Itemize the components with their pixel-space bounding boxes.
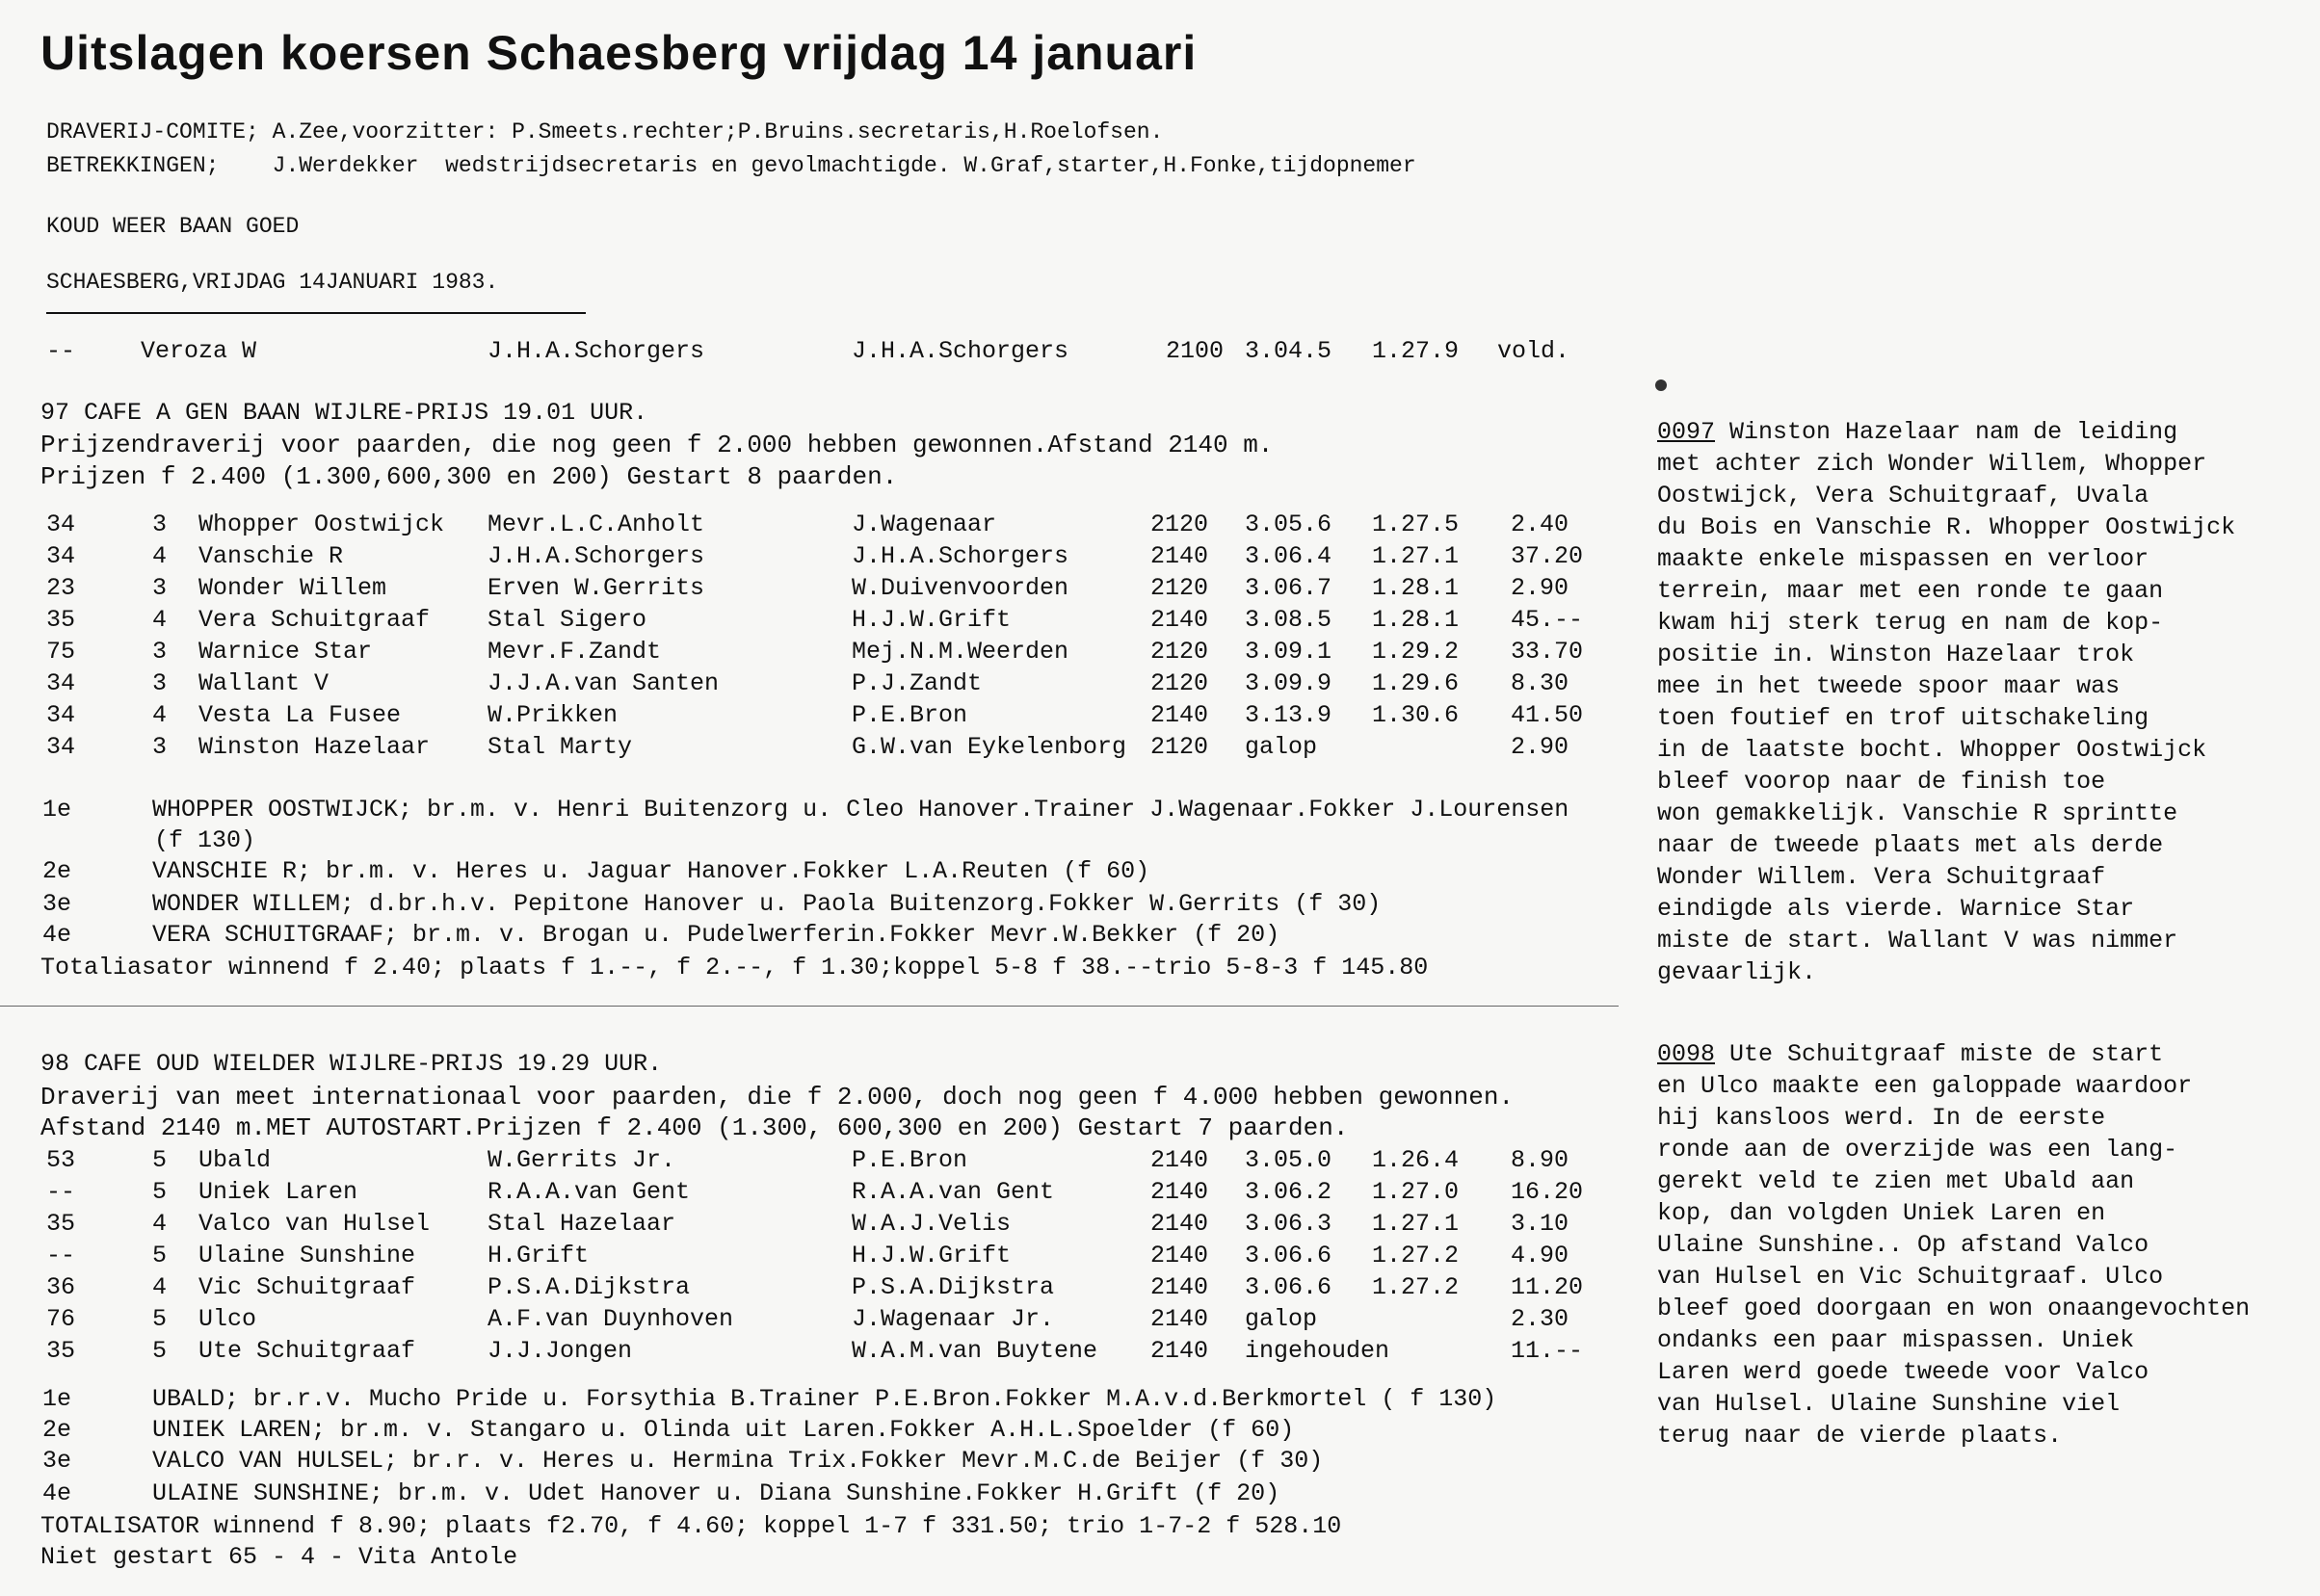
note-line: kwam hij sterk terug en nam de kop- [1657, 609, 2164, 637]
col-km: 1.27.2 [1372, 1273, 1460, 1301]
place-description: UBALD; br.r.v. Mucho Pride u. Forsythia B.Trainer P.E.Bron.Fokker M.A.v.d.Berkmortel ( f 130) [152, 1385, 1497, 1413]
col-driver: J.Wagenaar [852, 510, 997, 538]
col-age: 3 [152, 638, 168, 666]
place-row [0, 921, 1619, 953]
col-num: 34 [46, 733, 76, 761]
col-horse: Winston Hazelaar [198, 733, 431, 761]
note-line: du Bois en Vanschie R. Whopper Oostwijck [1657, 513, 2236, 541]
col-time: ingehouden [1245, 1337, 1390, 1365]
note-line: gevaarlijk. [1657, 958, 1817, 986]
col-time: 3.06.2 [1245, 1178, 1332, 1206]
race98-desc2: Afstand 2140 m.MET AUTOSTART.Prijzen f 2.400 (1.300, 600,300 en 200) Gestart 7 paarden. [40, 1113, 1349, 1142]
table-row [0, 669, 1619, 701]
col-horse: Ute Schuitgraaf [198, 1337, 416, 1365]
col-dist: 2120 [1150, 733, 1209, 761]
col-owner: Stal Marty [488, 733, 633, 761]
note-line: ondanks een paar mispassen. Uniek [1657, 1326, 2135, 1354]
col-driver: P.E.Bron [852, 701, 968, 729]
col-dist: 2140 [1150, 1242, 1209, 1269]
col-horse: Veroza W [141, 337, 257, 365]
col-dist: 2120 [1150, 638, 1209, 666]
note-line: maakte enkele mispassen en verloor [1657, 545, 2149, 573]
col-km: 1.28.1 [1372, 606, 1460, 634]
col-odds: 4.90 [1511, 1242, 1569, 1269]
col-driver: H.J.W.Grift [852, 606, 1012, 634]
col-time: 3.06.3 [1245, 1210, 1332, 1238]
col-horse: Valco van Hulsel [198, 1210, 431, 1238]
col-age: 4 [152, 1210, 168, 1238]
col-horse: Vesta La Fusee [198, 701, 402, 729]
place-description: VERA SCHUITGRAAF; br.m. v. Brogan u. Pudelwerferin.Fokker Mevr.W.Bekker (f 20) [152, 921, 1280, 949]
col-time: galop [1245, 733, 1318, 761]
col-km: 1.26.4 [1372, 1146, 1460, 1174]
col-dist: 2140 [1150, 1273, 1209, 1301]
col-num: 53 [46, 1146, 76, 1174]
col-time: galop [1245, 1305, 1318, 1333]
col-driver: J.H.A.Schorgers [852, 542, 1069, 570]
table-row [0, 1210, 1619, 1242]
col-odds: 2.40 [1511, 510, 1569, 538]
note-line: positie in. Winston Hazelaar trok [1657, 641, 2135, 668]
col-driver: W.A.M.van Buytene [852, 1337, 1098, 1365]
note-line: mee in het tweede spoor maar was [1657, 672, 2121, 700]
col-num: 35 [46, 1210, 76, 1238]
col-age: 5 [152, 1178, 168, 1206]
note-line: van Hulsel en Vic Schuitgraaf. Ulco [1657, 1263, 2164, 1291]
col-age: 5 [152, 1305, 168, 1333]
col-horse: Ubald [198, 1146, 272, 1174]
place-position: 4e [42, 921, 72, 949]
note-line: bleef goed doorgaan en won onaangevochten [1657, 1295, 2251, 1322]
note-line: Ute Schuitgraaf miste de start [1715, 1040, 2164, 1068]
col-km: 1.27.1 [1372, 542, 1460, 570]
col-age: 3 [152, 733, 168, 761]
race97-desc1: Prijzendraverij voor paarden, die nog geen f 2.000 hebben gewonnen.Afstand 2140 m. [40, 431, 1274, 459]
col-num: 35 [46, 606, 76, 634]
col-owner: P.S.A.Dijkstra [488, 1273, 691, 1301]
col-km: 1.27.0 [1372, 1178, 1460, 1206]
col-num: -- [46, 1178, 76, 1206]
col-num: -- [46, 1242, 76, 1269]
table-row [0, 701, 1619, 733]
col-horse: Uniek Laren [198, 1178, 358, 1206]
col-age: 4 [152, 701, 168, 729]
note-line: Ulaine Sunshine.. Op afstand Valco [1657, 1231, 2149, 1259]
col-driver: P.J.Zandt [852, 669, 983, 697]
col-num: 34 [46, 669, 76, 697]
table-row [0, 638, 1619, 669]
col-age: 5 [152, 1146, 168, 1174]
col-age: 4 [152, 606, 168, 634]
col-driver: W.A.J.Velis [852, 1210, 1012, 1238]
col-dist: 2140 [1150, 542, 1209, 570]
col-owner: A.F.van Duynhoven [488, 1305, 734, 1333]
col-driver: J.H.A.Schorgers [852, 337, 1069, 365]
race98-desc1: Draverij van meet internationaal voor paarden, die f 2.000, doch nog geen f 4.000 hebben gewonnen. [40, 1083, 1515, 1112]
col-dist: 2120 [1150, 574, 1209, 602]
note-line: naar de tweede plaats met als derde [1657, 831, 2164, 859]
col-age: 5 [152, 1337, 168, 1365]
col-time: 3.08.5 [1245, 606, 1332, 634]
col-owner: Mevr.L.C.Anholt [488, 510, 705, 538]
date-underline [46, 312, 586, 314]
note-line: van Hulsel. Ulaine Sunshine viel [1657, 1390, 2121, 1418]
table-row [0, 606, 1619, 638]
col-km: 1.29.6 [1372, 669, 1460, 697]
col-km: 1.28.1 [1372, 574, 1460, 602]
col-odds: 33.70 [1511, 638, 1584, 666]
col-num: 34 [46, 542, 76, 570]
note-line: gerekt veld te zien met Ubald aan [1657, 1167, 2135, 1195]
col-owner: J.J.A.van Santen [488, 669, 720, 697]
table-row [0, 1242, 1619, 1273]
col-time: 3.06.4 [1245, 542, 1332, 570]
col-owner: R.A.A.van Gent [488, 1178, 691, 1206]
race97-totalisator: Totaliasator winnend f 2.40; plaats f 1.--, f 2.--, f 1.30;koppel 5-8 f 38.--trio 5-8-3 f 145.80 [40, 954, 1429, 981]
col-num: 76 [46, 1305, 76, 1333]
col-odds: 2.90 [1511, 733, 1569, 761]
page-title: Uitslagen koersen Schaesberg vrijdag 14 januari [40, 26, 1198, 80]
col-horse: Ulco [198, 1305, 257, 1333]
col-horse: Ulaine Sunshine [198, 1242, 416, 1269]
col-odds: 2.30 [1511, 1305, 1569, 1333]
col-num: 34 [46, 510, 76, 538]
place-position: 1e [42, 796, 72, 824]
col-owner: W.Prikken [488, 701, 619, 729]
place-description: WONDER WILLEM; d.br.h.v. Pepitone Hanover u. Paola Buitenzorg.Fokker W.Gerrits (f 30) [152, 890, 1382, 918]
note-line: bleef voorop naar de finish toe [1657, 768, 2106, 796]
place-description: VALCO VAN HULSEL; br.r. v. Heres u. Hermina Trix.Fokker Mevr.M.C.de Beijer (f 30) [152, 1447, 1324, 1475]
place-row [0, 1447, 1619, 1478]
col-time: 3.06.6 [1245, 1242, 1332, 1269]
col-num: -- [46, 337, 76, 365]
col-owner: J.J.Jongen [488, 1337, 633, 1365]
note-line: terrein, maar met een ronde te gaan [1657, 577, 2164, 605]
col-driver: G.W.van Eykelenborg [852, 733, 1127, 761]
col-driver: H.J.W.Grift [852, 1242, 1012, 1269]
race98-heading: 98 CAFE OUD WIELDER WIJLRE-PRIJS 19.29 UUR. [40, 1050, 663, 1078]
col-dist: 2100 [1166, 337, 1225, 365]
table-row [0, 1305, 1619, 1337]
note-line: won gemakkelijk. Vanschie R sprintte [1657, 799, 2178, 827]
race97-commentary [1657, 416, 2312, 988]
note-line: ronde aan de overzijde was een lang- [1657, 1136, 2178, 1164]
note-line: toen foutief en trof uitschakeling [1657, 704, 2149, 732]
col-driver: Mej.N.M.Weerden [852, 638, 1069, 666]
col-time: 3.06.6 [1245, 1273, 1332, 1301]
col-odds: 41.50 [1511, 701, 1584, 729]
col-owner: Erven W.Gerrits [488, 574, 705, 602]
col-owner: H.Grift [488, 1242, 590, 1269]
place-position: 3e [42, 1447, 72, 1475]
col-dist: 2140 [1150, 1305, 1209, 1333]
table-row [0, 1273, 1619, 1305]
note-line: met achter zich Wonder Willem, Whopper [1657, 450, 2207, 478]
col-dist: 2120 [1150, 510, 1209, 538]
col-age: 3 [152, 669, 168, 697]
officials-line: BETREKKINGEN; J.Werdekker wedstrijdsecretaris en gevolmachtigde. W.Graf,starter,H.Fonke,tijdopnemer [46, 153, 1416, 178]
col-odds: 37.20 [1511, 542, 1584, 570]
col-horse: Vanschie R [198, 542, 344, 570]
table-row [0, 574, 1619, 606]
col-driver: P.E.Bron [852, 1146, 968, 1174]
col-owner: Stal Sigero [488, 606, 647, 634]
note-line: Wonder Willem. Vera Schuitgraaf [1657, 863, 2106, 891]
col-horse: Vic Schuitgraaf [198, 1273, 416, 1301]
race97-heading: 97 CAFE A GEN BAAN WIJLRE-PRIJS 19.01 UUR. [40, 399, 648, 427]
col-time: 3.04.5 [1245, 337, 1332, 365]
col-time: 3.09.9 [1245, 669, 1332, 697]
col-odds: vold. [1497, 337, 1570, 365]
place-description: WHOPPER OOSTWIJCK; br.m. v. Henri Buitenzorg u. Cleo Hanover.Trainer J.Wagenaar.Fokker J.Lourensen [152, 796, 1569, 824]
col-driver: J.Wagenaar Jr. [852, 1305, 1055, 1333]
place-position: 2e [42, 857, 72, 885]
col-time: 3.06.7 [1245, 574, 1332, 602]
col-odds: 3.10 [1511, 1210, 1569, 1238]
note-line: hij kansloos werd. In de eerste [1657, 1104, 2106, 1132]
note-line: en Ulco maakte een galoppade waardoor [1657, 1072, 2193, 1100]
date-line: SCHAESBERG,VRIJDAG 14JANUARI 1983. [46, 270, 499, 295]
col-driver: W.Duivenvoorden [852, 574, 1069, 602]
col-owner: Stal Hazelaar [488, 1210, 676, 1238]
col-age: 4 [152, 1273, 168, 1301]
note-line: Laren werd goede tweede voor Valco [1657, 1358, 2149, 1386]
weather-line: KOUD WEER BAAN GOED [46, 214, 300, 239]
col-odds: 45.-- [1511, 606, 1584, 634]
col-km: 1.27.5 [1372, 510, 1460, 538]
table-row [0, 542, 1619, 574]
race98-totalisator: TOTALISATOR winnend f 8.90; plaats f2.70, f 4.60; koppel 1-7 f 331.50; trio 1-7-2 f 528.10 [40, 1512, 1342, 1540]
col-dist: 2140 [1150, 606, 1209, 634]
place-row [0, 857, 1619, 889]
col-odds: 16.20 [1511, 1178, 1584, 1206]
note-line: kop, dan volgden Uniek Laren en [1657, 1199, 2106, 1227]
col-dist: 2140 [1150, 701, 1209, 729]
col-num: 35 [46, 1337, 76, 1365]
committee-line: DRAVERIJ-COMITE; A.Zee,voorzitter: P.Smeets.rechter;P.Bruins.secretaris,H.Roelofsen. [46, 119, 1164, 144]
col-km: 1.27.1 [1372, 1210, 1460, 1238]
col-km: 1.27.2 [1372, 1242, 1460, 1269]
place-position: 4e [42, 1479, 72, 1507]
col-num: 75 [46, 638, 76, 666]
col-age: 3 [152, 574, 168, 602]
note-line: Oostwijck, Vera Schuitgraaf, Uvala [1657, 482, 2149, 510]
race98-not-started: Niet gestart 65 - 4 - Vita Antole [40, 1543, 518, 1571]
place-row [0, 796, 1619, 827]
place-row [0, 1479, 1619, 1511]
col-km: 1.27.9 [1372, 337, 1460, 365]
place-description: VANSCHIE R; br.m. v. Heres u. Jaguar Hanover.Fokker L.A.Reuten (f 60) [152, 857, 1150, 885]
col-odds: 11.20 [1511, 1273, 1584, 1301]
col-dist: 2120 [1150, 669, 1209, 697]
table-row [0, 510, 1619, 542]
place-position: 3e [42, 890, 72, 918]
col-driver: P.S.A.Dijkstra [852, 1273, 1055, 1301]
col-dist: 2140 [1150, 1146, 1209, 1174]
col-dist: 2140 [1150, 1337, 1209, 1365]
col-age: 4 [152, 542, 168, 570]
table-row [0, 337, 1619, 369]
col-km: 1.29.2 [1372, 638, 1460, 666]
place-row [0, 890, 1619, 922]
note-line: in de laatste bocht. Whopper Oostwijck [1657, 736, 2207, 764]
col-odds: 11.-- [1511, 1337, 1584, 1365]
col-owner: J.H.A.Schorgers [488, 337, 705, 365]
place-description: ULAINE SUNSHINE; br.m. v. Udet Hanover u. Diana Sunshine.Fokker H.Grift (f 20) [152, 1479, 1280, 1507]
table-row [0, 733, 1619, 765]
col-horse: Whopper Oostwijck [198, 510, 445, 538]
col-dist: 2140 [1150, 1210, 1209, 1238]
race97-ref: 0097 [1657, 418, 1716, 446]
col-owner: J.H.A.Schorgers [488, 542, 705, 570]
col-horse: Wonder Willem [198, 574, 387, 602]
place-description: UNIEK LAREN; br.m. v. Stangaro u. Olinda uit Laren.Fokker A.H.L.Spoelder (f 60) [152, 1416, 1295, 1444]
note-line: eindigde als vierde. Warnice Star [1657, 895, 2135, 923]
col-odds: 8.30 [1511, 669, 1569, 697]
place-row [0, 1416, 1619, 1448]
race98-ref: 0098 [1657, 1040, 1716, 1068]
col-num: 34 [46, 701, 76, 729]
col-horse: Wallant V [198, 669, 330, 697]
place-description: (f 130) [154, 826, 256, 854]
col-owner: W.Gerrits Jr. [488, 1146, 676, 1174]
col-odds: 8.90 [1511, 1146, 1569, 1174]
col-num: 23 [46, 574, 76, 602]
col-age: 5 [152, 1242, 168, 1269]
col-time: 3.05.0 [1245, 1146, 1332, 1174]
note-line: miste de start. Wallant V was nimmer [1657, 927, 2178, 955]
place-row [0, 1385, 1619, 1417]
ink-speck [1655, 379, 1667, 391]
place-position: 1e [42, 1385, 72, 1413]
col-km: 1.30.6 [1372, 701, 1460, 729]
race97-desc2: Prijzen f 2.400 (1.300,600,300 en 200) Gestart 8 paarden. [40, 462, 898, 491]
col-time: 3.05.6 [1245, 510, 1332, 538]
place-row [0, 826, 1619, 858]
col-horse: Vera Schuitgraaf [198, 606, 431, 634]
note-line: terug naar de vierde plaats. [1657, 1422, 2063, 1450]
col-time: 3.09.1 [1245, 638, 1332, 666]
race98-commentary [1657, 1038, 2312, 1452]
col-num: 36 [46, 1273, 76, 1301]
col-horse: Warnice Star [198, 638, 373, 666]
col-odds: 2.90 [1511, 574, 1569, 602]
col-driver: R.A.A.van Gent [852, 1178, 1055, 1206]
col-age: 3 [152, 510, 168, 538]
note-line: Winston Hazelaar nam de leiding [1715, 418, 2178, 446]
table-row [0, 1146, 1619, 1178]
col-owner: Mevr.F.Zandt [488, 638, 662, 666]
col-dist: 2140 [1150, 1178, 1209, 1206]
table-row [0, 1178, 1619, 1210]
col-time: 3.13.9 [1245, 701, 1332, 729]
place-position: 2e [42, 1416, 72, 1444]
section-divider [0, 1006, 1619, 1007]
table-row [0, 1337, 1619, 1369]
